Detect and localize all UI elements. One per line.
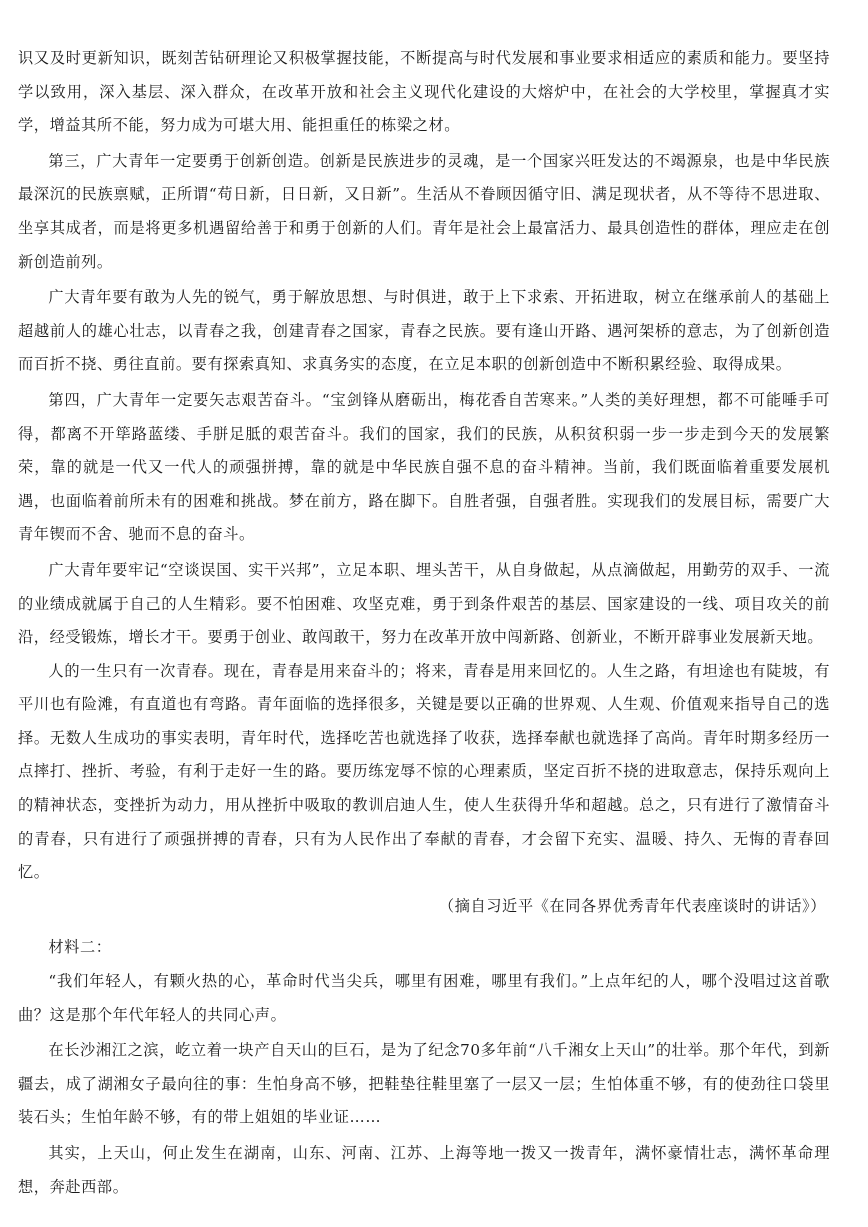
paragraph-pioneering-spirit: 广大青年要有敢为人先的锐气，勇于解放思想、与时俱进，敢于上下求索、开拓进取，树立在继承前人的基础上超越前人的雄心壮志，以青春之我，创建青春之国家，青春之民族。要有逢山开路、遇河架桥的意志，为了创新创造而百折不挠、勇往直前。要有探索真知、求真务实的态度，在立足本职的创新创造中不断积累经验、取得成果。 (18, 288, 830, 374)
document-page (18, 42, 830, 1204)
paragraph-continued: 识又及时更新知识，既刻苦钻研理论又积极掌握技能，不断提高与时代发展和事业要求相适应的素质和能力。要坚持学以致用，深入基层、深入群众，在改革开放和社会主义现代化建设的大熔炉中，在社会的大学校里，掌握真才实学，增益其所不能，努力成为可堪大用、能担重任的栋梁之材。 (18, 49, 830, 135)
paragraph-tianshan-stone: 在长沙湘江之滨，屹立着一块产自天山的巨石，是为了纪念70多年前“八千湘女上天山”的壮举。那个年代，到新疆去，成了湖湘女子最向往的事：生怕身高不够，把鞋垫往鞋里塞了一层又一层；生怕体重不够，有的使劲往口袋里装石头；生怕年龄不够，有的带上姐姐的毕业证…… (18, 1041, 830, 1127)
paragraph-youth: 人的一生只有一次青春。现在，青春是用来奋斗的；将来，青春是用来回忆的。人生之路，有坦途也有陡坡，有平川也有险滩，有直道也有弯路。青年面临的选择很多，关键是要以正确的世界观、人生观、价值观来指导自己的选择。无数人生成功的事实表明，青年时代，选择吃苦也就选择了收获，选择奉献也就选择了高尚。青年时期多经历一点摔打、挫折、考验，有利于走好一生的路。要历练宠辱不惊的心理素质，坚定百折不挠的进取意志，保持乐观向上的精神状态，变挫折为动力，用从挫折中吸取的教训启迪人生，使人生获得升华和超越。总之，只有进行了激情奋斗的青春，只有进行了顽强拼搏的青春，只有为人民作出了奉献的青春，才会留下充实、温暖、持久、无悔的青春回忆。 (18, 661, 830, 882)
material-label: 材料二： (48, 938, 112, 957)
paragraph-west: 其实，上天山，何止发生在湖南，山东、河南、江苏、上海等地一拨又一拨青年，满怀豪情壮志，满怀革命理想，奔赴西部。 (18, 1144, 830, 1196)
paragraph-innovation: 第三，广大青年一定要勇于创新创造。创新是民族进步的灵魂，是一个国家兴旺发达的不竭源泉，也是中华民族最深沉的民族禀赋，正所谓“苟日新，日日新，又日新”。生活从不眷顾因循守旧、满足现状者，从不等待不思进取、坐享其成者，而是将更多机遇留给善于和勇于创新的人们。青年是社会上最富活力、最具创造性的群体，理应走在创新创造前列。 (18, 151, 830, 271)
paragraph-hard-work: 第四，广大青年一定要矢志艰苦奋斗。“宝剑锋从磨砺出，梅花香自苦寒来。”人类的美好理想，都不可能唾手可得，都离不开筚路蓝缕、手胼足胝的艰苦奋斗。我们的国家，我们的民族，从积贫积弱一步一步走到今天的发展繁荣，靠的就是一代又一代人的顽强拼搏，靠的就是中华民族自强不息的奋斗精神。当前，我们既面临着重要发展机遇，也面临着前所未有的困难和挑战。梦在前方，路在脚下。自胜者强，自强者胜。实现我们的发展目标，需要广大青年锲而不舍、驰而不息的奋斗。 (18, 390, 830, 544)
source-citation: （摘自习近平《在同各界优秀青年代表座谈时的讲话》） (438, 896, 826, 915)
paragraph-song: “我们年轻人，有颗火热的心，革命时代当尖兵，哪里有困难，哪里有我们。”上点年纪的人，哪个没唱过这首歌曲？这是那个年代年轻人的共同心声。 (18, 972, 830, 1024)
paragraph-practical-action: 广大青年要牢记“空谈误国、实干兴邦”，立足本职、埋头苦干，从自身做起，从点滴做起，用勤劳的双手、一流的业绩成就属于自己的人生精彩。要不怕困难、攻坚克难，勇于到条件艰苦的基层、国家建设的一线、项目攻关的前沿，经受锻炼，增长才干。要勇于创业、敢闯敢干，努力在改革开放中闯新路、创新业，不断开辟事业发展新天地。 (18, 560, 830, 647)
